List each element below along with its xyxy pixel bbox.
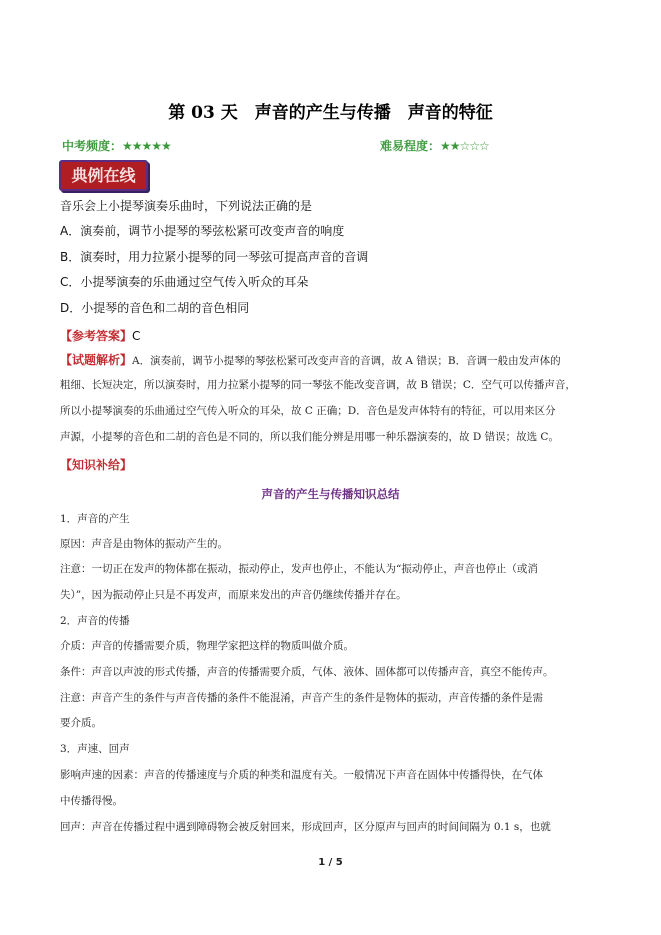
body-line: 条件：声音以声波的形式传播，声音的传播需要介质，气体、液体、固体都可以传播声音，真空不能传声。 (60, 666, 554, 678)
body-line: 要介质。 (60, 717, 102, 729)
body-line: 失）”，因为振动停止只是不再发声，而原来发出的声音仍继续传播并存在。 (60, 589, 407, 601)
analysis-label: 【试题解析】 (60, 353, 133, 367)
body-line: 介质：声音的传播需要介质，物理学家把这样的物质叫做介质。 (60, 640, 354, 652)
difficulty-stars-icon: ★★☆☆☆ (440, 139, 489, 153)
answer-label: 【参考答案】 (60, 329, 133, 343)
analysis-line-2: 粗细、长短决定，所以演奏时，用力拉紧小提琴的同一琴弦不能改变音调，故 B 错误；C．空气可以传播声音， (60, 379, 576, 391)
page-number: 1 / 5 (318, 857, 343, 868)
question-stem: 音乐会上小提琴演奏乐曲时，下列说法正确的是 (60, 199, 313, 213)
frequency-label: 中考频度： (62, 139, 123, 153)
analysis-line-1 (60, 351, 561, 368)
option-a: A．演奏前，调节小提琴的琴弦松紧可改变声音的响度 (60, 224, 345, 238)
body-line: 影响声速的因素：声音的传播速度与介质的种类和温度有关。一般情况下声音在固体中传播得快，在气体 (60, 769, 543, 781)
summary-title: 声音的产生与传播知识总结 (261, 487, 400, 501)
option-d: D．小提琴的音色和二胡的音色相同 (60, 301, 250, 315)
section-3-heading: 3．声速、回声 (60, 743, 130, 755)
supplement-label: 【知识补给】 (60, 458, 133, 472)
difficulty-rating (380, 135, 489, 154)
body-line: 原因：声音是由物体的振动产生的。 (60, 538, 228, 550)
body-line: 回声：声音在传播过程中遇到障碍物会被反射回来，形成回声，区分原声与回声的时间间隔为 0.1 s，也就 (60, 821, 551, 833)
example-badge: 典例在线 (59, 160, 148, 191)
reference-answer (60, 325, 140, 344)
section-2-heading: 2．声音的传播 (60, 615, 130, 627)
frequency-stars-icon: ★★★★★ (122, 139, 171, 153)
option-c: C．小提琴演奏的乐曲通过空气传入听众的耳朵 (60, 275, 309, 289)
answer-value: C (132, 329, 141, 343)
page-title: 第 03 天 声音的产生与传播 声音的特征 (168, 103, 493, 123)
difficulty-label: 难易程度： (380, 139, 441, 153)
analysis-line-4: 声源，小提琴的音色和二胡的音色是不同的，所以我们能分辨是用哪一种乐器演奏的，故 D 错误；故选 C。 (60, 431, 559, 443)
analysis-text: A．演奏前，调节小提琴的琴弦松紧可改变声音的音调，故 A 错误；B．音调一般由发声体的 (132, 355, 561, 367)
frequency-rating (62, 135, 171, 154)
body-line: 注意：一切正在发声的物体都在振动，振动停止，发声也停止，不能认为“振动停止，声音也停止（或消 (60, 563, 538, 575)
section-1-heading: 1．声音的产生 (60, 513, 130, 525)
analysis-line-3: 所以小提琴演奏的乐曲通过空气传入听众的耳朵，故 C 正确；D．音色是发声体特有的特征，可以用来区分 (60, 405, 556, 417)
body-line: 注意：声音产生的条件与声音传播的条件不能混淆，声音产生的条件是物体的振动，声音传播的条件是需 (60, 692, 543, 704)
body-line: 中传播得慢。 (60, 795, 123, 807)
option-b: B．演奏时，用力拉紧小提琴的同一琴弦可提高声音的音调 (60, 250, 369, 264)
